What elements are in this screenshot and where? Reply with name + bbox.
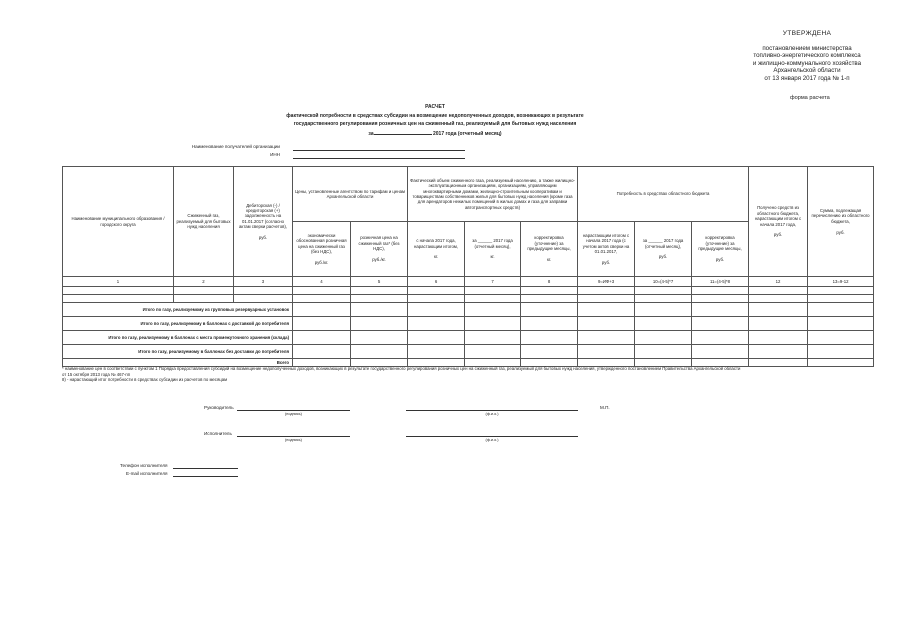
col-number: 12 (749, 277, 808, 287)
header-need-month-text: 2017 года (отчетный месяц), (644, 238, 684, 249)
header-need-corr (692, 222, 749, 277)
exec-name-line (406, 436, 578, 437)
title-period (180, 129, 690, 139)
header-price-retail-unit: руб./кг. (372, 257, 386, 263)
header-need-ytd-text: нарастающим итогом с начала 2017 года (с учетом актов сверки на 01.01.2017, (582, 232, 630, 254)
table-row (63, 345, 874, 359)
header-received-text: Получено средств из областного бюджета, нарастающим итогом с начала 2017 года, (754, 205, 802, 227)
approval-block (742, 30, 872, 83)
header-price-econ-text: экономически обоснованная розничная цена на сжиженный газ (без НДС), (296, 232, 347, 254)
header-need-month: за ______ 2017 года (отчетный месяц), руб. (635, 222, 692, 277)
col-number: 7 (465, 277, 521, 287)
calculation-table (62, 166, 874, 367)
period-blank (374, 129, 432, 135)
org-name-label: Наименование получателей организации (191, 144, 280, 149)
total-row-label: Итого по газу, реализуемому в баллонах с доставкой до потребителя (63, 317, 293, 331)
header-vol-month-pre: за (472, 238, 477, 244)
title-line: государственного регулирования розничных цен на сжиженный газ, реализуемый для бытовых нужд населения (293, 121, 577, 127)
approval-line: от 13 января 2017 года № 1-п (764, 74, 850, 82)
total-row-label: Итого по газу, реализуемому в баллонах без доставки до потребителя (63, 345, 293, 359)
header-vol-month-unit: кг. (490, 254, 495, 260)
title-line: РАСЧЕТ (425, 104, 445, 110)
approval-line: Архангельской области (773, 67, 841, 75)
header-debt-unit: руб. (258, 235, 268, 241)
col-number: 9=ИФ+3 (578, 277, 635, 287)
total-row-label: Итого по газу, реализуемому из групповых резервуарных установок (63, 303, 293, 317)
header-vol-ytd-text: с начала 2017 года, нарастающим итогом, (414, 238, 459, 249)
table-row (63, 303, 874, 317)
header-need-ytd-unit: руб. (601, 259, 611, 265)
head-name-line (406, 410, 578, 411)
header-received (749, 167, 808, 277)
email-line (173, 476, 238, 477)
document-title (180, 103, 690, 138)
table-row (63, 287, 874, 295)
column-numbers-row (63, 277, 874, 287)
header-need-month-unit: руб. (658, 254, 668, 260)
col-number: 13=9-12 (808, 277, 874, 287)
exec-name-caption: (ф.и.о.) (485, 438, 499, 442)
header-need: Потребность в средствах областного бюджета (578, 167, 749, 222)
col-number: 1 (63, 277, 174, 287)
header-gas-sold: Сжиженный газ, реализуемый для бытовых нужд населения (174, 167, 234, 277)
footnote-1: * наименование цен в соответствии с пунктом 1 Порядка предоставления субсидий на возмещение недополученных доходов, возникающих в результате государственного регулирования розничных цен на сжиженный газ, реализуемый для бытовых нужд населения, утвержденного постановлением Правительства Архангельской области (62, 366, 741, 371)
header-vol-month: за ______ 2017 года (отчетный месяц), кг. (465, 222, 521, 277)
header-vol-month-text: 2017 года (отчетный месяц), (474, 238, 513, 249)
header-price-econ-unit: руб./кг. (314, 259, 329, 265)
col-number: 3 (234, 277, 293, 287)
header-price-retail-text: розничная цена на сжиженный газ* (без НДС), (358, 235, 400, 252)
exec-label: Исполнитель (204, 431, 232, 436)
footnote-1b: от 15 октября 2013 года № 467-пп (62, 371, 131, 377)
header-vol-corr-unit: кг. (546, 257, 552, 263)
header-need-corr-text: корректировка (уточнение) за предыдущие месяцы, (698, 235, 742, 252)
head-name-caption: (ф.и.о.) (485, 412, 499, 416)
header-overpaid (808, 167, 874, 277)
col-number: 8 (521, 277, 578, 287)
approval-line: топливно-энергетического комплекса (753, 52, 861, 60)
title-period-post: 2017 года (отчетный месяц) (433, 130, 502, 137)
seal-mark: М.П. (600, 405, 610, 410)
header-vol-corr-text: корректировка (уточнение) за предыдущие месяцы, (527, 235, 571, 252)
approval-title: УТВЕРЖДЕНА (782, 30, 832, 37)
title-line: фактической потребности в средствах субсидии на возмещение недополученных доходов, возникающих в результате (286, 112, 584, 119)
exec-sign-line (237, 436, 350, 437)
table-row (63, 317, 874, 331)
header-vol-ytd-unit: кг. (433, 254, 439, 260)
header-price-retail (351, 222, 408, 277)
footnote (62, 366, 873, 383)
email-label: E-mail исполнителя (126, 471, 168, 476)
header-municipality: Наименование муниципального образования / городского округа (63, 167, 174, 277)
total-row-label: Итого по газу, реализуемому в баллонах с места промежуточного хранения (склада) (63, 331, 293, 345)
header-price-econ (293, 222, 351, 277)
form-name: форма расчета (790, 95, 830, 101)
col-number: 4 (293, 277, 351, 287)
approval-line: и жилищно-коммунального хозяйства (752, 59, 862, 67)
col-number: 6 (408, 277, 465, 287)
table-row (63, 331, 874, 345)
header-need-ytd (578, 222, 635, 277)
exec-sign-caption: (подпись) (285, 438, 302, 442)
header-overpaid-unit: руб. (836, 229, 845, 235)
head-sign-caption: (подпись) (285, 412, 302, 416)
title-period-pre: за (368, 130, 374, 137)
phone-label: Телефон исполнителя (120, 463, 168, 468)
header-need-month-pre: за (642, 238, 648, 244)
col-number: 11=(4-5)*8 (692, 277, 749, 287)
head-label: Руководитель (204, 405, 234, 410)
header-vol-corr (521, 222, 578, 277)
org-inn-label: ИНН (270, 152, 280, 157)
table-row (63, 295, 874, 303)
phone-line (173, 468, 238, 469)
header-debt-text: Дебиторская (-) / кредиторская (+) задолженность на 01.01.2017 (согласно актам сверки расчетов), (239, 202, 287, 230)
header-prices: Цены, установленные агентством по тарифам и ценам Архангельской области (293, 167, 408, 222)
header-overpaid-text: Сумма, подлежащая перечислению из областного бюджета, (811, 207, 870, 224)
org-inn-line (293, 158, 465, 159)
footnote-2: 8) - нарастающий итог потребности в средствах субсидии из расчетов по месяцам (62, 377, 228, 383)
approval-line: постановлением министерства (762, 44, 852, 52)
org-name-line (293, 150, 465, 151)
header-volume: Фактический объем сжиженного газа, реализуемый населению, а также жилищно-эксплуатационным организациям, организациям, управляющим многоквартирными домами, жилищно-строительным кооперативам и товариществам собственников жилья для бытовых нужд населения (кроме газа для арендаторов нежилых помещений в жилых домах и газа для заправки автотранспортных средств) (408, 167, 578, 222)
col-number: 2 (174, 277, 234, 287)
header-need-corr-unit: руб. (715, 257, 725, 263)
col-number: 10=(4-5)*7 (635, 277, 692, 287)
header-vol-ytd (408, 222, 465, 277)
header-received-unit: руб. (773, 232, 783, 238)
grand-total-label: Всего (63, 359, 293, 367)
header-debt (234, 167, 293, 277)
col-number: 5 (351, 277, 408, 287)
head-sign-line (237, 410, 350, 411)
